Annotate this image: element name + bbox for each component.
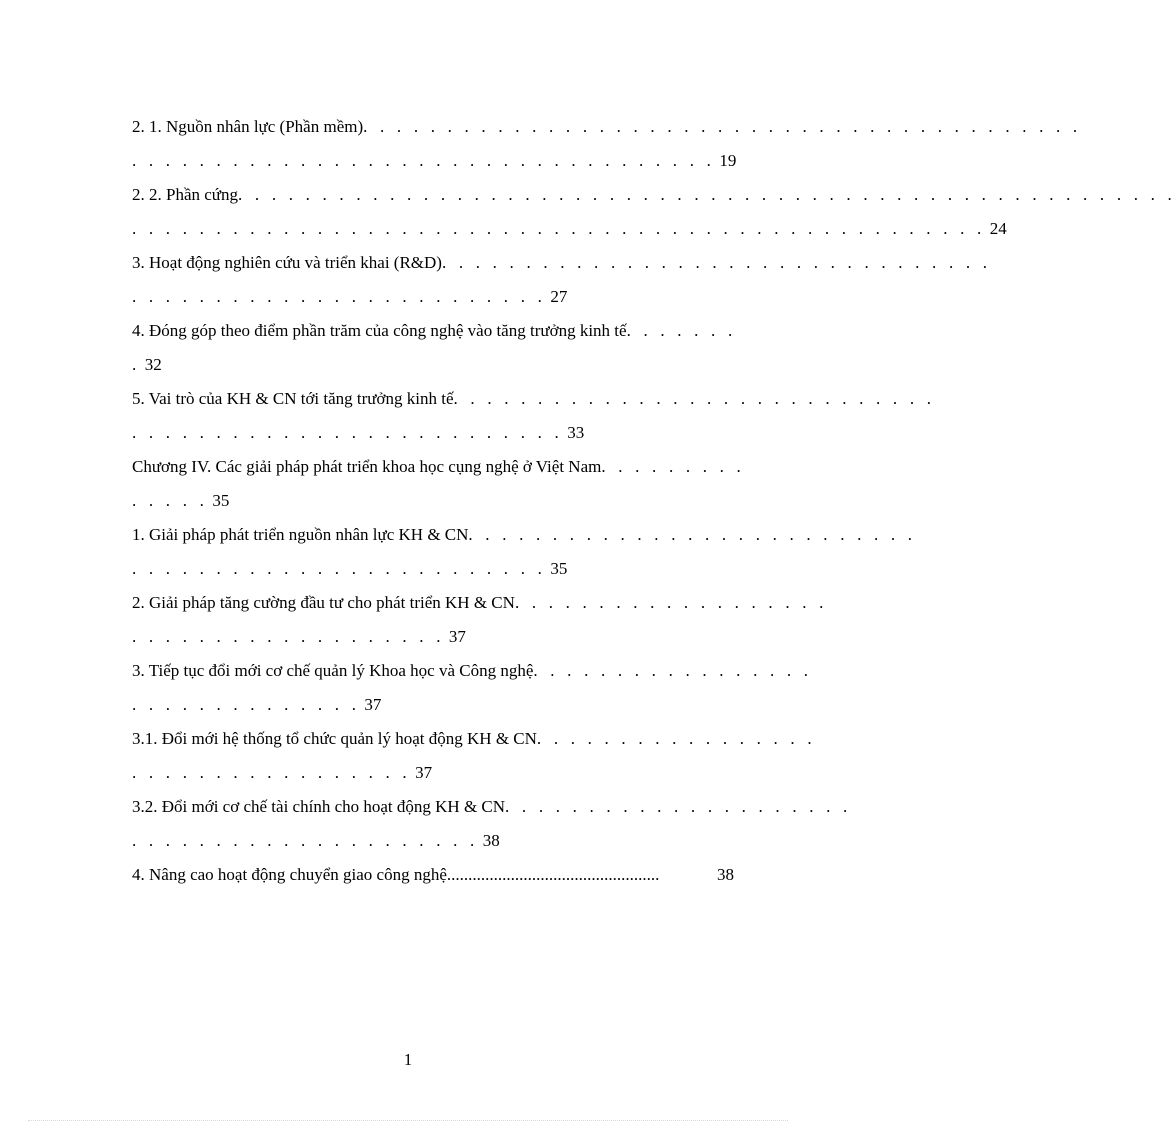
toc-dot-leader: . . . . . . . . . . . . . . . . . . . [132,627,445,646]
toc-dot-leader: . . . . . . . . . . . . . . . . . . . . . . . . . [132,287,547,306]
toc-page-number: 19 [719,151,737,170]
toc-entry-line-2 [132,144,737,178]
toc-entry[interactable] [132,246,992,314]
toc-entry-title: Chương IV. Các giải pháp phát triển khoa học cụng nghệ ở Việt Nam [132,457,602,476]
toc-entry-line-2 [132,620,734,654]
toc-dot-leader: . . . . . . . . . . . . . . . . . . . . . . . . . . . . . . . . . . . [132,151,716,170]
toc-page-number: 35 [212,491,230,510]
toc-entry-title: 3. Tiếp tục đổi mới cơ chế quản lý Khoa học và Công nghệ [132,661,534,680]
toc-dot-leader: . . . . . . . . . . . . . . . . . . . . . . . . . . . . . . . . . . . . . . . . . . . [363,117,1082,136]
toc-entry-line-2 [132,212,1007,246]
toc-entry[interactable] [132,382,936,450]
toc-entry-line-1 [132,654,813,688]
toc-entry-title: 2. Giải pháp tăng cường đầu tư cho phát triển KH & CN [132,593,515,612]
toc-dot-leader: . . . . . . . . . . . . . . . . . . . . . . . . . . . . . . . . . . . . . . . . . . . . . . . . . . . [132,219,986,238]
toc-page-number: 38 [717,865,734,884]
toc-dot-leader: . [132,355,141,374]
table-of-contents [132,110,1176,892]
toc-entry[interactable] [132,110,1082,178]
toc-dot-leader: . . . . . . . . . . . . . . . . . . . . . [505,797,852,816]
toc-entry-line-1 [132,858,734,892]
toc-entry-title: 2. 1. Nguồn nhân lực (Phần mềm) [132,117,364,136]
toc-entry-line-1 [132,178,1176,212]
toc-dot-leader: . . . . . . . . . . . . . . . . . . . . . . . . . . . . . [453,389,936,408]
toc-entry-title: 2. 2. Phần cứng [132,185,239,204]
toc-entry[interactable] [132,178,1176,246]
toc-entry-line-1 [132,450,745,484]
toc-dot-leader: .................................................. [446,865,660,884]
page-bottom-divider [28,1120,788,1121]
toc-entry-title: 4. Nâng cao hoạt động chuyển giao công nghệ [132,865,447,884]
toc-entry-line-1 [132,246,992,280]
toc-entry-title: 3.1. Đổi mới hệ thống tổ chức quản lý hoạt động KH & CN [132,729,537,748]
toc-entry[interactable] [132,450,745,518]
toc-entry-line-2 [132,824,734,858]
toc-page-number: 37 [448,627,466,646]
toc-entry-title: 4. Đóng góp theo điểm phần trăm của công nghệ vào tăng trưởng kinh tế [132,321,627,340]
toc-page-number: 38 [482,831,500,850]
toc-dot-leader: . . . . . . . . . [601,457,745,476]
toc-dot-leader: . . . . . . . . . . . . . . . . . . . [514,593,828,612]
toc-entry-line-1 [132,586,828,620]
toc-entry-line-1 [132,790,852,824]
toc-entry-line-1 [132,110,1082,144]
toc-entry[interactable] [132,654,813,722]
toc-dot-leader: . . . . . [132,491,209,510]
toc-entry-line-2 [132,552,734,586]
toc-entry-line-1 [132,518,917,552]
footer-page-number: 1 [403,1050,413,1069]
toc-entry-line-2 [132,484,734,518]
toc-entry-line-1 [132,314,737,348]
toc-dot-leader: . . . . . . . . . . . . . . . . . [536,729,816,748]
toc-entry-title: 3.2. Đổi mới cơ chế tài chính cho hoạt động KH & CN [132,797,506,816]
toc-dot-leader: . . . . . . . . . . . . . . . . . . . . . . . . . . . [468,525,917,544]
toc-dot-leader: . . . . . . . . . . . . . . . . . . . . . . . . . . [132,423,563,442]
toc-dot-leader: . . . . . . . . . . . . . . . . . . . . . . . . . [132,559,547,578]
toc-entry-title: 5. Vai trò của KH & CN tới tăng trưởng kinh tế [132,389,454,408]
toc-entry[interactable] [132,586,828,654]
toc-entry-last[interactable] [132,858,734,892]
toc-entry-line-2 [132,280,734,314]
toc-entry[interactable] [132,722,816,790]
toc-entry[interactable] [132,790,852,858]
toc-entry[interactable] [132,518,917,586]
toc-dot-leader: . . . . . . . [626,321,737,340]
toc-entry-title: 3. Hoạt động nghiên cứu và triển khai (R&D) [132,253,442,272]
toc-page-number: 33 [567,423,585,442]
toc-dot-leader: . . . . . . . . . . . . . . . . . . . . . [132,831,479,850]
toc-dot-leader: . . . . . . . . . . . . . . . . . . . . . . . . . . . . . . . . . [441,253,992,272]
toc-dot-leader: . . . . . . . . . . . . . . . . . [132,763,411,782]
toc-entry-line-2 [132,688,734,722]
toc-page-number: 32 [144,355,162,374]
toc-entry-line-2 [132,756,734,790]
toc-dot-leader: . . . . . . . . . . . . . . . . . [533,661,813,680]
toc-page-number: 35 [550,559,568,578]
toc-dot-leader: . . . . . . . . . . . . . . [132,695,361,714]
toc-entry[interactable] [132,314,737,382]
toc-entry-line-2 [132,416,734,450]
toc-page-number: 37 [415,763,433,782]
toc-entry-line-2 [132,348,734,382]
toc-page-number: 37 [364,695,382,714]
toc-entry-line-1 [132,722,816,756]
toc-page-number: 24 [989,219,1007,238]
toc-page-number: 27 [550,287,568,306]
toc-entry-line-1 [132,382,936,416]
toc-entry-title: 1. Giải pháp phát triển nguồn nhân lực KH & CN [132,525,469,544]
toc-dot-leader: . . . . . . . . . . . . . . . . . . . . . . . . . . . . . . . . . . . . . . . . . . . . . . . . . . . . . . . . [238,185,1176,204]
